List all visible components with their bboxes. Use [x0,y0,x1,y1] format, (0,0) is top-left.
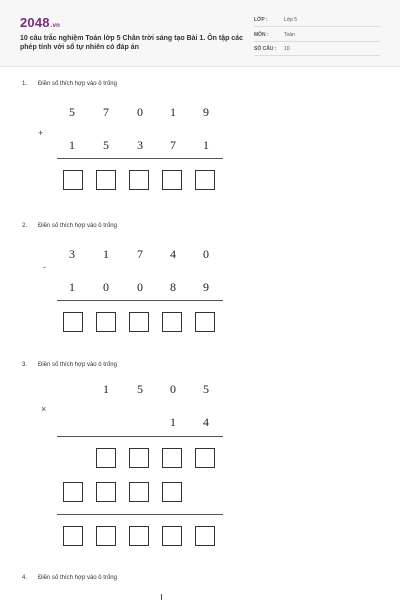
q3-answer-box[interactable] [63,526,83,546]
question-1-label [22,81,117,87]
q2-bottom-digit: 9 [203,280,209,294]
q2-bottom-digit: 8 [170,280,176,294]
question-prompt: Điền số thích hợp vào ô trống [38,81,117,87]
q3-top-digit: 1 [103,382,109,396]
q2-top-digit: 0 [203,247,209,261]
document-title: 10 câu trắc nghiệm Toán lớp 5 Chân trời sáng tạo Bài 1. Ôn tập các phép tính với số tự nhiên có đáp án [20,35,243,51]
question-number: 3. [22,362,28,368]
q1-bottom-digit: 3 [137,138,143,152]
meta-grade [254,14,380,27]
q1-bottom-digit: 1 [203,138,209,152]
q3-top-digit: 5 [203,382,209,396]
meta-key: SỐ CÂU : [254,46,277,52]
question-prompt: Điền số thích hợp vào ô trống [38,362,117,368]
meta-key: MÔN : [254,32,269,38]
q1-answer-box[interactable] [63,170,83,190]
q1-top-digit: 1 [170,105,176,119]
q3-answer-box[interactable] [195,526,215,546]
q3-bottom-digit: 1 [170,415,176,429]
q3-partial-product-1-box[interactable] [96,448,116,468]
q2-bottom-digit: 0 [103,280,109,294]
page-header [0,0,400,67]
q1-bottom-digit: 1 [69,138,75,152]
q3-partial-product-2-box[interactable] [162,482,182,502]
q3-partial-product-2-box[interactable] [63,482,83,502]
q2-difference-line [57,300,223,301]
q2-operator: - [43,262,46,272]
question-4-label [22,575,117,581]
q2-top-digit: 1 [103,247,109,261]
q2-top-digit: 3 [69,247,75,261]
q1-top-digit: 7 [103,105,109,119]
logo-suffix: .vn [50,23,61,29]
q1-sum-line [57,158,223,159]
meta-value: Lớp 5 [284,17,298,23]
q3-partial-product-1-box[interactable] [195,448,215,468]
q3-bottom-digit: 4 [203,415,209,429]
q2-top-digit: 7 [137,247,143,261]
q2-bottom-digit: 0 [137,280,143,294]
q3-answer-box[interactable] [162,526,182,546]
q3-top-digit: 0 [170,382,176,396]
meta-subject [254,29,380,42]
q2-bottom-digit: 1 [69,280,75,294]
q2-answer-box[interactable] [63,312,83,332]
q1-bottom-digit: 7 [170,138,176,152]
question-number: 4. [22,575,28,581]
q1-answer-box[interactable] [96,170,116,190]
q3-partial-product-1-box[interactable] [129,448,149,468]
q2-answer-box[interactable] [195,312,215,332]
q4-cut-off-stroke [161,594,162,600]
meta-question-count [254,43,380,56]
q3-answer-box[interactable] [96,526,116,546]
q2-answer-box[interactable] [129,312,149,332]
q1-answer-box[interactable] [129,170,149,190]
site-logo[interactable] [20,15,60,30]
q1-bottom-digit: 5 [103,138,109,152]
q3-operator: × [41,404,47,414]
q2-answer-box[interactable] [162,312,182,332]
q3-partial-product-2-box[interactable] [129,482,149,502]
q1-answer-box[interactable] [162,170,182,190]
q3-top-digit: 5 [137,382,143,396]
meta-value: 10 [284,46,290,52]
logo-text: 2048 [20,15,50,30]
q3-total-line [57,514,223,515]
q1-top-digit: 5 [69,105,75,119]
q3-partial-product-1-box[interactable] [162,448,182,468]
meta-key: LỚP : [254,17,268,23]
q1-answer-box[interactable] [195,170,215,190]
q1-top-digit: 9 [203,105,209,119]
question-2-label [22,223,117,229]
meta-value: Toán [284,32,295,38]
question-number: 1. [22,81,28,87]
q2-answer-box[interactable] [96,312,116,332]
q2-top-digit: 4 [170,247,176,261]
question-prompt: Điền số thích hợp vào ô trống [38,575,117,581]
question-number: 2. [22,223,28,229]
q1-operator: + [38,128,44,138]
question-prompt: Điền số thích hợp vào ô trống [38,223,117,229]
question-3-label [22,362,117,368]
q1-top-digit: 0 [137,105,143,119]
q3-product-line [57,436,223,437]
q3-answer-box[interactable] [129,526,149,546]
q3-partial-product-2-box[interactable] [96,482,116,502]
